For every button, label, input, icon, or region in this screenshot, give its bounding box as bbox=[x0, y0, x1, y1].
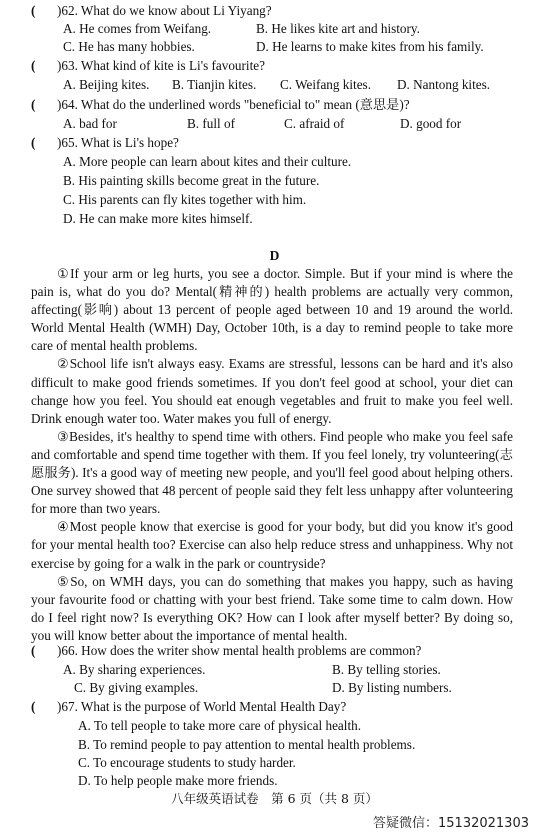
option-b: B. By telling stories. bbox=[332, 662, 441, 677]
option-d: D. good for bbox=[400, 116, 462, 131]
section-title: D bbox=[269, 248, 280, 263]
contact-info: 答疑微信：15132021303 bbox=[373, 816, 529, 831]
question-63 bbox=[31, 57, 265, 75]
option-d: D. He can make more kites himself. bbox=[63, 211, 253, 226]
option-a: A. He comes from Weifang. bbox=[63, 21, 212, 36]
question-stem: )64. What do the underlined words "beneficial to" mean (意思是)? bbox=[57, 97, 410, 112]
paragraph-3: ③Besides, it's healthy to spend time with others. Find people who make you feel safe and comfortable and spend time together with them. If you feel lonely, try volunteering(志愿服务). It's a good way of meeting new people, and you'll feel good about helping others. One survey showed that 48 percent of people said they felt less unhappy after volunteering for more than two years. bbox=[31, 428, 513, 517]
option-c: C. Weifang kites. bbox=[280, 77, 371, 92]
option-d: D. To help people make more friends. bbox=[78, 773, 278, 788]
paragraph-5: ⑤So, on WMH days, you can do something that makes you happy, such as having your favourite food or chatting with your best friend. Take some time to calm down. How do I feel right now? Is everything OK? How can I look after myself better? By doing so, you will know better about the importance of mental health. bbox=[31, 573, 513, 643]
option-c: C. His parents can fly kites together with him. bbox=[63, 192, 307, 207]
question-stem: )63. What kind of kite is Li's favourite? bbox=[57, 58, 265, 73]
question-stem: )66. How does the writer show mental health problems are common? bbox=[57, 643, 422, 658]
question-stem: )62. What do we know about Li Yiyang? bbox=[57, 3, 272, 18]
answer-blank: ( bbox=[31, 699, 36, 714]
answer-blank: ( bbox=[31, 58, 36, 73]
option-c: C. afraid of bbox=[284, 116, 345, 131]
option-c: C. He has many hobbies. bbox=[63, 39, 195, 54]
question-62 bbox=[31, 2, 272, 20]
option-a: A. bad for bbox=[63, 116, 117, 131]
paragraph-1: ①If your arm or leg hurts, you see a doctor. Simple. But if your mind is where the pain is, what do you do? Mental(精神的) health problems are actually very common, affecting(影响) about 13 percent of people aged between 10 and 19 around the world. World Mental Health (WMH) Day, October 10th, is a day to remind people to take more care of mental health problems. bbox=[31, 266, 513, 354]
question-66 bbox=[31, 642, 421, 660]
option-a: A. Beijing kites. bbox=[63, 77, 150, 92]
question-65 bbox=[31, 134, 179, 152]
page-footer: 八年级英语试卷 第 6 页（共 8 页） bbox=[171, 791, 378, 806]
option-a: A. To tell people to take more care of physical health. bbox=[78, 718, 361, 733]
option-d: D. He learns to make kites from his family. bbox=[256, 39, 484, 54]
paragraph-4: ④Most people know that exercise is good for your body, but did you know it's good for your mental health too? Exercise can also help reduce stress and unhappiness. Why not exercise by going for a walk in the park or countryside? bbox=[31, 519, 513, 571]
option-b: B. full of bbox=[187, 116, 235, 131]
answer-blank: ( bbox=[31, 97, 36, 112]
question-67 bbox=[31, 698, 346, 716]
option-b: B. Tianjin kites. bbox=[172, 77, 257, 92]
option-a: A. By sharing experiences. bbox=[63, 662, 206, 677]
option-c: C. To encourage students to study harder. bbox=[78, 755, 296, 770]
option-c: C. By giving examples. bbox=[74, 680, 199, 695]
question-stem: )67. What is the purpose of World Mental Health Day? bbox=[57, 699, 347, 714]
reading-passage bbox=[31, 265, 513, 645]
option-d: D. By listing numbers. bbox=[332, 680, 452, 695]
answer-blank: ( bbox=[31, 135, 36, 150]
option-d: D. Nantong kites. bbox=[397, 77, 491, 92]
paragraph-2: ②School life isn't always easy. Exams are stressful, lessons can be hard and it's also difficult to make good friends sometimes. If you don't feel good at school, your diet can change how you feel. You should eat enough vegetables and fruit to make you feel well. Drink enough water too. Water makes you full of energy. bbox=[31, 356, 513, 426]
option-b: B. His painting skills become great in the future. bbox=[63, 173, 320, 188]
option-a: A. More people can learn about kites and their culture. bbox=[63, 154, 352, 169]
question-stem: )65. What is Li's hope? bbox=[57, 135, 179, 150]
answer-blank: ( bbox=[31, 643, 36, 658]
option-b: B. He likes kite art and history. bbox=[256, 21, 420, 36]
answer-blank: ( bbox=[31, 3, 36, 18]
question-64 bbox=[31, 96, 410, 114]
option-b: B. To remind people to pay attention to mental health problems. bbox=[78, 737, 416, 752]
